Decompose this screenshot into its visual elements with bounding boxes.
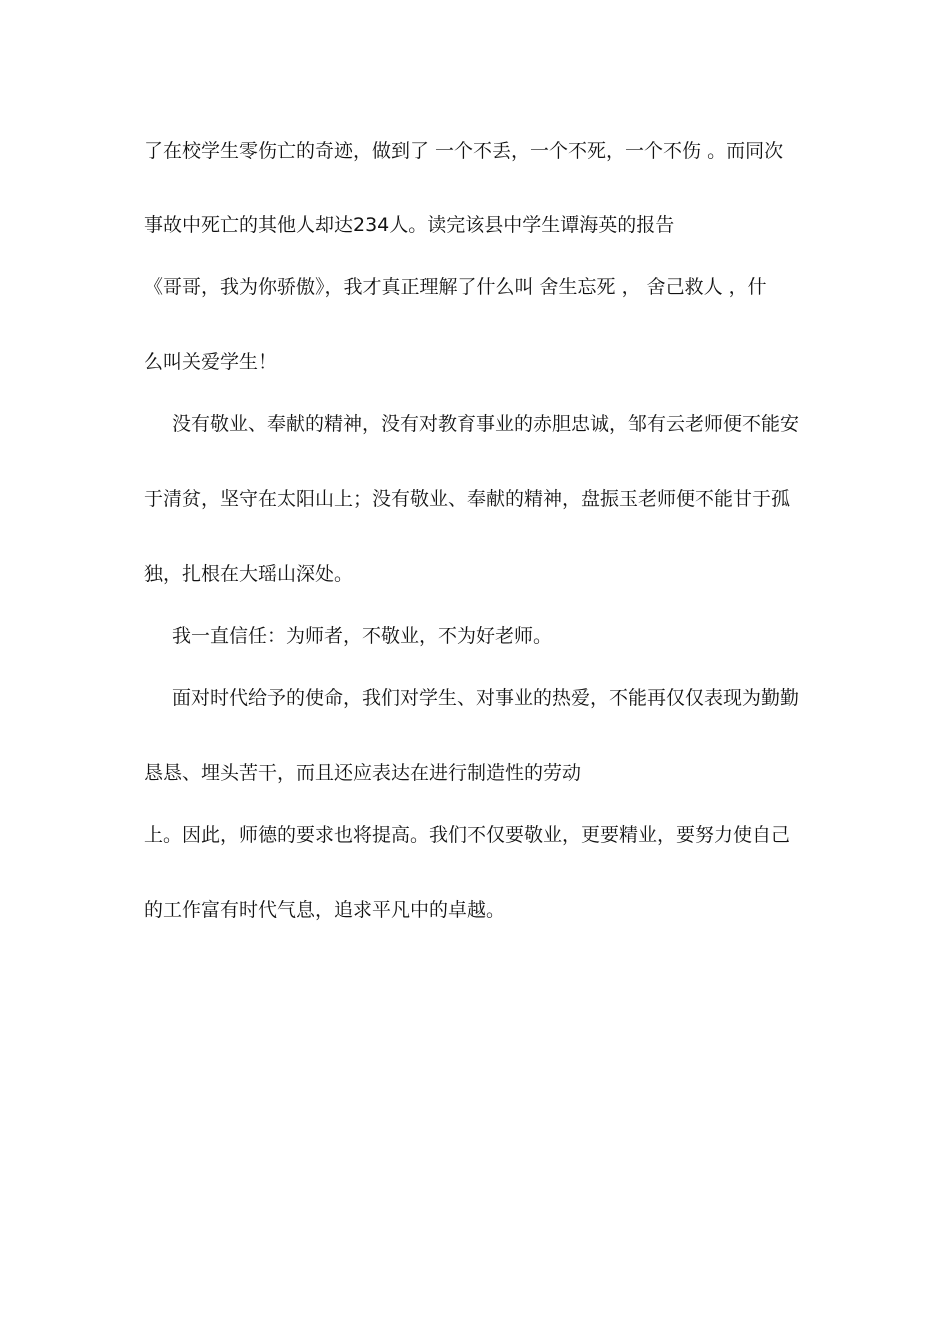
text-line: 的工作富有时代气息，追求平凡中的卓越。 <box>144 899 506 921</box>
text-line: 于清贫，坚守在太阳山上；没有敬业、奉献的精神，盘振玉老师便不能甘于孤 <box>144 488 791 510</box>
text-line: 恳恳、埋头苦干，而且还应表达在进行制造性的劳动 <box>144 762 582 784</box>
paragraph-first-line: 没有敬业、奉献的精神，没有对教育事业的赤胆忠诚，邹有云老师便不能安 <box>172 413 800 435</box>
paragraph-first-line: 面对时代给予的使命，我们对学生、对事业的热爱，不能再仅仅表现为勤勤 <box>172 687 800 709</box>
text-line: 么叫关爱学生！ <box>144 351 278 373</box>
text-line: 事故中死亡的其他人却达234人。读完该县中学生谭海英的报告 <box>144 214 675 236</box>
paragraph-first-line: 我一直信任：为师者，不敬业，不为好老师。 <box>172 625 553 647</box>
text-line: 了在校学生零伤亡的奇迹，做到了 一个不丢，一个不死，一个不伤 。而同次 <box>144 140 784 162</box>
text-line: 《哥哥，我为你骄傲》，我才真正理解了什么叫 舍生忘死 ， 舍己救人 ，什 <box>144 276 767 298</box>
text-line: 上。因此，师德的要求也将提高。我们不仅要敬业，更要精业，要努力使自己 <box>144 824 791 846</box>
text-line: 独，扎根在大瑶山深处。 <box>144 563 354 585</box>
